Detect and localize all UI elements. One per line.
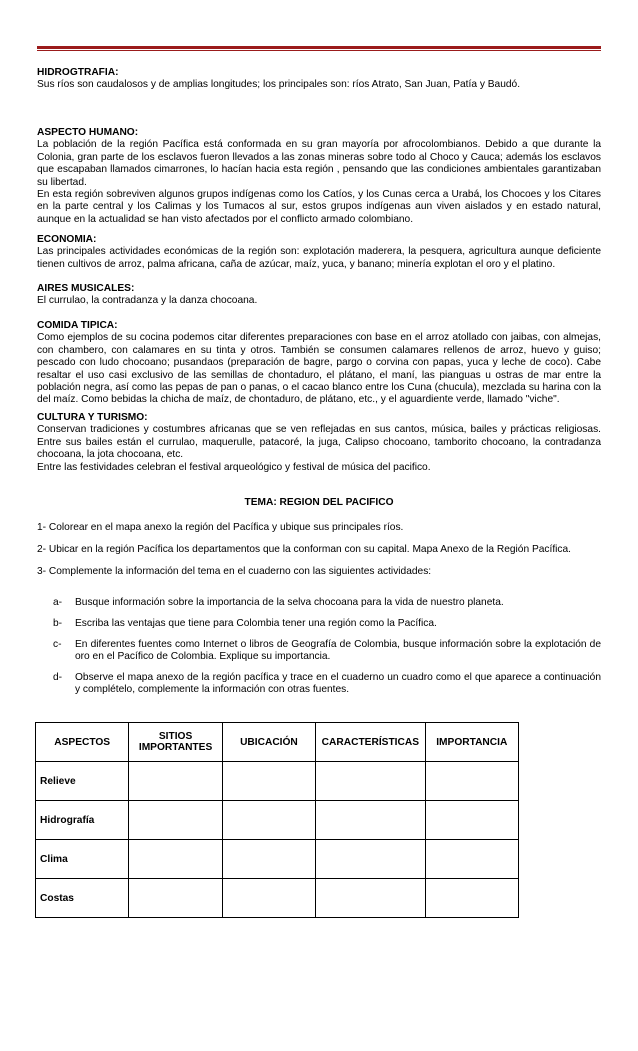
activity-label: c-	[53, 639, 62, 650]
table-cell	[129, 762, 222, 801]
activity-d	[53, 672, 601, 697]
table-cell	[316, 801, 425, 840]
activity-text: Busque información sobre la importancia de la selva chocoana para la vida de nuestro planeta.	[75, 597, 504, 608]
table-cell	[222, 762, 315, 801]
table-cell	[425, 762, 518, 801]
activity-label: d-	[53, 672, 63, 683]
table-cell	[316, 879, 425, 918]
activity-label: b-	[53, 618, 63, 629]
top-rule	[37, 46, 601, 49]
table-row	[36, 801, 519, 840]
section-economia	[37, 234, 601, 271]
section-heading: ECONOMIA:	[37, 234, 97, 245]
row-label: Relieve	[36, 762, 129, 801]
activity-c	[53, 639, 601, 664]
table-row	[36, 879, 519, 918]
table-header: ASPECTOS	[36, 723, 129, 762]
table-cell	[222, 840, 315, 879]
table-header: IMPORTANCIA	[425, 723, 518, 762]
page-title: TEMA: REGION DEL PACIFICO	[244, 497, 394, 508]
table-header: SITIOS IMPORTANTES	[129, 723, 222, 762]
table-cell	[316, 840, 425, 879]
section-text: Entre las festividades celebran el festival arqueológico y festival de música del pacifico.	[37, 461, 431, 473]
section-text: La población de la región Pacífica está conformada en su gran mayoría por afrocolombianos. Debido a que durante la Colonia, gran parte de los esclavos fueron llevados a las zonas mineras sobre todo al Choco y Cauca; además los esclavos que escapaban llamados cimarrones, lo hacían hacia esta región , pensando que las condiciones ambientales garantizaban su libertad.	[37, 139, 601, 188]
section-aires-musicales	[37, 283, 601, 308]
section-cultura-turismo	[37, 412, 601, 474]
top-rule-thin	[37, 50, 601, 51]
section-comida-tipica	[37, 320, 601, 407]
aspects-table	[35, 722, 519, 918]
question-1: 1- Colorear en el mapa anexo la región del Pacífica y ubique sus principales ríos.	[37, 522, 404, 533]
table-header: CARACTERÍSTICAS	[316, 723, 425, 762]
activity-text: En diferentes fuentes como Internet o libros de Geografía de Colombia, busque información sobre la explotación de oro en el Pacífico de Colombia. Explique su importancia.	[75, 639, 601, 663]
activity-text: Observe el mapa anexo de la región pacífica y trace en el cuaderno un cuadro como el que aparece a continuación y complételo, complemente la información con otras fuentes.	[75, 672, 601, 696]
section-text: Las principales actividades económicas de la región son: explotación maderera, la pesquera, agricultura aunque deficiente tienen cultivos de arroz, palma africana, caña de azúcar, maíz, yuca, y banano; minería explotan el oro y el platino.	[37, 246, 601, 270]
table-cell	[129, 879, 222, 918]
section-heading: HIDROGTRAFIA:	[37, 67, 119, 78]
table-row	[36, 762, 519, 801]
section-text: En esta región sobreviven algunos grupos indígenas como los Catíos, y los Cunas cerca a Urabá, los Chocoes y los Citares en la parte central y los Calimas y los Tumacos al sur, estos grupos indígenas aun viven aislados y en estado natural, aunque en la actualidad se han visto afectados por el conflicto armado colombiano.	[37, 189, 601, 225]
table-cell	[222, 801, 315, 840]
row-label: Clima	[36, 840, 129, 879]
section-text: Como ejemplos de su cocina podemos citar diferentes preparaciones con base en el arroz atollado con jaibas, con almejas, con chambero, con calamares en su tinta y otros. También se consumen calamares rellenos de arroz, huevo y guiso; pescado con ludo chocoano; pusandaos (preparación de bagre, pargo o corvina con papas, yuca y leche de coco). Cabe resaltar el uso casi exclusivo de las semillas de chontaduro, el plátano, el maní, las pianguas u ostras de mar entre la población negra, así como las pepas de pan o panas, o el cacao blanco entre los Cuna (chucula), mezclada su harina con la del maíz. Como bebidas la chicha de maíz, de chontaduro, de plátano, etc., y el aguardiente verde, llamado "viche".	[37, 332, 601, 406]
question-2: 2- Ubicar en la región Pacífica los departamentos que la conforman con su capital. Mapa Anexo de la Región Pacífica.	[37, 544, 572, 555]
table-cell	[425, 801, 518, 840]
section-heading: COMIDA TIPICA:	[37, 320, 118, 331]
table-cell	[316, 762, 425, 801]
section-text: El currulao, la contradanza y la danza chocoana.	[37, 295, 258, 307]
section-text: Conservan tradiciones y costumbres africanas que se ven reflejadas en sus cantos, música, bailes y prácticas religiosas. Entre sus bailes están el currulao, maquerulle, patacoré, la juga, Calipso chocoano, tamborito chocoano, la contradanza chocoana, la jota chocoana, etc.	[37, 424, 601, 461]
row-label: Costas	[36, 879, 129, 918]
section-aspecto-humano	[37, 127, 601, 226]
table-row	[36, 840, 519, 879]
table-header: UBICACIÓN	[222, 723, 315, 762]
activity-a	[53, 597, 601, 609]
row-label: Hidrografía	[36, 801, 129, 840]
activity-text: Escriba las ventajas que tiene para Colombia tener una región como la Pacífica.	[75, 618, 437, 629]
section-heading: CULTURA Y TURISMO:	[37, 412, 148, 423]
activity-label: a-	[53, 597, 63, 608]
table-cell	[129, 840, 222, 879]
table-cell	[425, 840, 518, 879]
section-hidrografia	[37, 67, 601, 92]
table-cell	[425, 879, 518, 918]
question-3: 3- Complemente la información del tema en el cuaderno con las siguientes actividades:	[37, 566, 432, 577]
activity-b	[53, 618, 601, 630]
section-heading: ASPECTO HUMANO:	[37, 127, 139, 138]
section-heading: AIRES MUSICALES:	[37, 283, 135, 294]
section-text: Sus ríos son caudalosos y de amplias longitudes; los principales son: ríos Atrato, San Juan, Patía y Baudó.	[37, 79, 521, 91]
table-cell	[129, 801, 222, 840]
table-cell	[222, 879, 315, 918]
